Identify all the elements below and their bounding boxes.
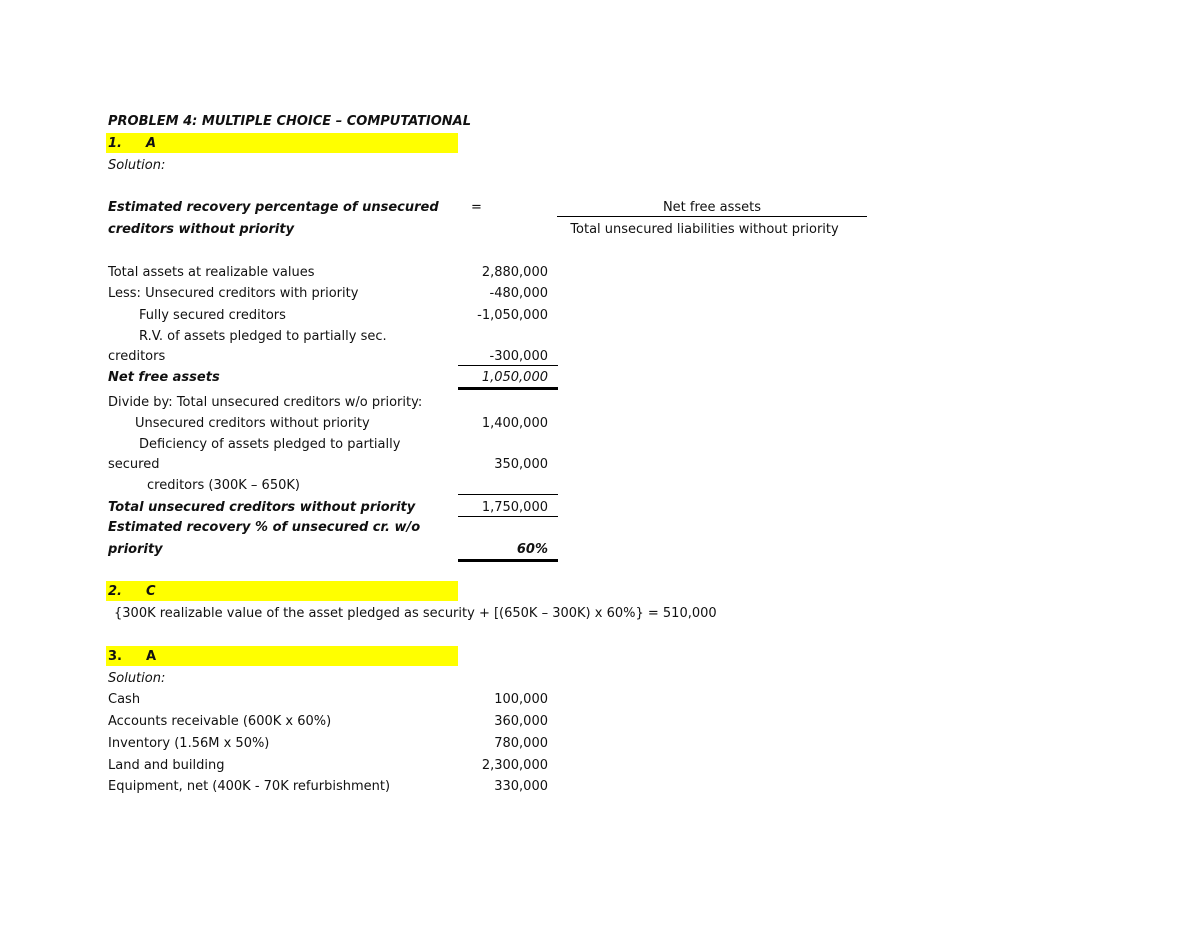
q1-solution-label: Solution: — [108, 158, 166, 173]
formula-left-line2: creditors without priority — [108, 222, 295, 237]
q3-item-label: Inventory (1.56M x 50%) — [108, 736, 270, 751]
deficiency-label-line2: secured — [108, 457, 160, 472]
q3-solution-label: Solution: — [108, 671, 166, 686]
formula-fraction-line — [557, 216, 867, 217]
q3-item-value: 2,300,000 — [481, 758, 548, 773]
fully-secured-label: Fully secured creditors — [139, 308, 286, 323]
less-priority-value: -480,000 — [489, 286, 548, 301]
recovery-label-line1: Estimated recovery % of unsecured cr. w/o — [108, 520, 421, 535]
q3-item-value: 100,000 — [494, 692, 548, 707]
rv-pledged-label-line1: R.V. of assets pledged to partially sec. — [139, 329, 387, 344]
deficiency-label-line3: creditors (300K – 650K) — [147, 478, 300, 493]
net-free-assets-value: 1,050,000 — [481, 370, 548, 385]
rv-pledged-value: -300,000 — [489, 349, 548, 364]
subtotal-rule — [458, 365, 558, 366]
formula-equals: = — [471, 200, 482, 215]
divide-by-label: Divide by: Total unsecured creditors w/o priority: — [108, 395, 423, 410]
rv-pledged-label-line2: creditors — [108, 349, 166, 364]
q3-item-value: 330,000 — [494, 779, 548, 794]
net-free-assets-label: Net free assets — [108, 370, 220, 385]
recovery-double-rule — [458, 559, 558, 562]
less-priority-label: Less: Unsecured creditors with priority — [108, 286, 359, 301]
q3-item-value: 780,000 — [494, 736, 548, 751]
q3-item-label: Accounts receivable (600K x 60%) — [108, 714, 332, 729]
q2-explanation: {300K realizable value of the asset pledged as security + [(650K – 300K) x 60%} = 510,000 — [114, 606, 717, 621]
formula-numerator: Net free assets — [662, 200, 762, 215]
q3-number: 3. — [108, 649, 122, 664]
deficiency-value: 350,000 — [494, 457, 548, 472]
fully-secured-value: -1,050,000 — [477, 308, 548, 323]
problem-title: PROBLEM 4: MULTIPLE CHOICE – COMPUTATIONAL — [108, 114, 471, 129]
q2-number: 2. — [108, 584, 122, 599]
formula-left-line1: Estimated recovery percentage of unsecured — [108, 200, 439, 215]
q1-highlight — [106, 133, 458, 153]
q2-answer: C — [146, 584, 156, 599]
q3-item-value: 360,000 — [494, 714, 548, 729]
total-unsecured-rule — [458, 494, 558, 495]
net-free-double-rule — [458, 387, 558, 390]
q2-highlight — [106, 581, 458, 601]
recovery-label-line2: priority — [108, 542, 163, 557]
formula-denominator: Total unsecured liabilities without priority — [570, 222, 839, 237]
total-unsecured-label: Total unsecured creditors without priority — [108, 500, 416, 515]
total-assets-value: 2,880,000 — [481, 265, 548, 280]
q3-item-label: Land and building — [108, 758, 225, 773]
deficiency-label-line1: Deficiency of assets pledged to partially — [139, 437, 401, 452]
unsecured-without-priority-label: Unsecured creditors without priority — [135, 416, 370, 431]
q3-answer: A — [146, 649, 157, 664]
total-unsecured-value: 1,750,000 — [481, 500, 548, 515]
q3-item-label: Cash — [108, 692, 141, 707]
q3-highlight — [106, 646, 458, 666]
q1-number: 1. — [108, 136, 122, 151]
unsecured-without-priority-value: 1,400,000 — [481, 416, 548, 431]
total-unsecured-underline — [458, 516, 558, 517]
total-assets-label: Total assets at realizable values — [108, 265, 315, 280]
recovery-value: 60% — [516, 542, 548, 557]
q3-item-label: Equipment, net (400K - 70K refurbishment) — [108, 779, 391, 794]
q1-answer: A — [146, 136, 157, 151]
